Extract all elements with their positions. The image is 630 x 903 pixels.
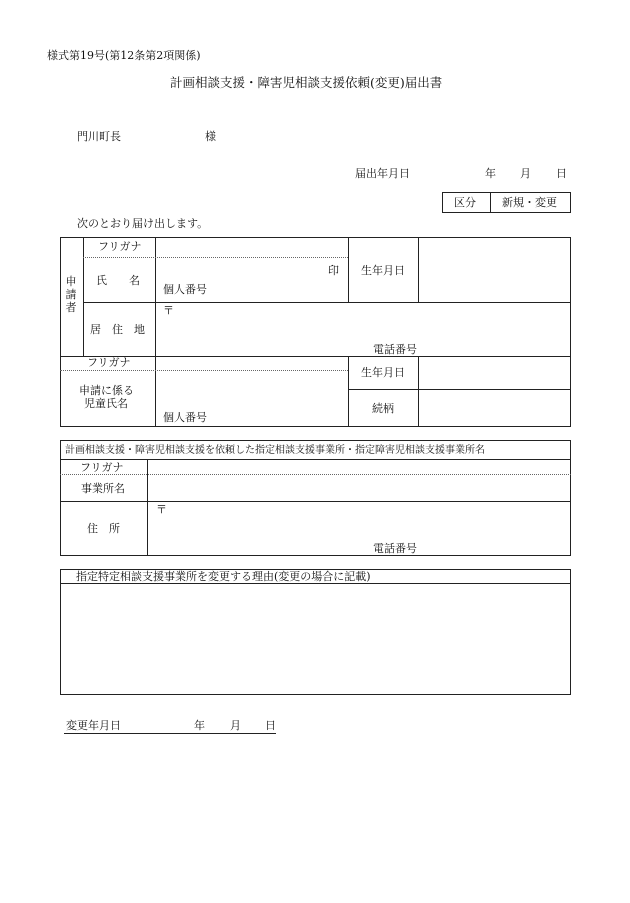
change-date-label: 変更年月日 xyxy=(66,719,121,732)
page-title: 計画相談支援・障害児相談支援依頼(変更)届出書 xyxy=(170,75,443,90)
child-furigana-label: フリガナ xyxy=(87,356,131,369)
applicant-name-label: 氏 名 xyxy=(96,274,140,287)
applicant-address-label: 居 住 地 xyxy=(90,323,145,336)
child-name-label-2: 児童氏名 xyxy=(84,397,128,410)
child-name-label-1: 申請に係る xyxy=(79,384,134,397)
reason-heading: 指定特定相談支援事業所を変更する理由(変更の場合に記載) xyxy=(76,570,371,583)
provider-postal-mark: 〒 xyxy=(156,503,167,516)
applicant-seal: 印 xyxy=(328,264,339,277)
provider-table xyxy=(60,440,571,556)
provider-furigana-label: フリガナ xyxy=(80,461,124,474)
form-number: 様式第19号(第12条第2項関係) xyxy=(47,49,201,62)
applicant-personal-number-label: 個人番号 xyxy=(163,283,207,296)
provider-heading: 計画相談支援・障害児相談支援を依頼した指定相談支援事業所・指定障害児相談支援事業所名 xyxy=(65,445,485,456)
child-personal-number-label: 個人番号 xyxy=(163,411,207,424)
reason-box[interactable] xyxy=(60,569,571,695)
change-day-label[interactable]: 日 xyxy=(265,719,276,732)
category-value[interactable]: 新規・変更 xyxy=(502,196,557,209)
category-label: 区分 xyxy=(454,196,476,209)
addressee-name: 門川町長 xyxy=(77,130,121,143)
submission-day-label[interactable]: 日 xyxy=(556,167,567,180)
submission-date-label: 届出年月日 xyxy=(355,167,410,180)
provider-office-name-label: 事業所名 xyxy=(81,482,125,495)
change-year-label[interactable]: 年 xyxy=(194,719,205,732)
provider-address-label: 住 所 xyxy=(87,522,120,535)
intro-text: 次のとおり届け出します。 xyxy=(77,217,209,230)
child-relation-label: 続柄 xyxy=(372,402,394,415)
applicant-birth-label: 生年月日 xyxy=(361,264,405,277)
change-month-label[interactable]: 月 xyxy=(230,719,241,732)
change-date-underline xyxy=(64,733,276,734)
submission-month-label[interactable]: 月 xyxy=(520,167,531,180)
applicant-furigana-label: フリガナ xyxy=(98,240,142,253)
applicant-section-label: 申請者 xyxy=(65,275,77,314)
submission-year-label[interactable]: 年 xyxy=(485,167,496,180)
provider-phone-label: 電話番号 xyxy=(373,542,417,555)
applicant-postal-mark: 〒 xyxy=(163,304,174,317)
addressee-honorific: 様 xyxy=(205,130,216,143)
child-birth-label: 生年月日 xyxy=(361,366,405,379)
applicant-phone-label: 電話番号 xyxy=(373,343,417,356)
